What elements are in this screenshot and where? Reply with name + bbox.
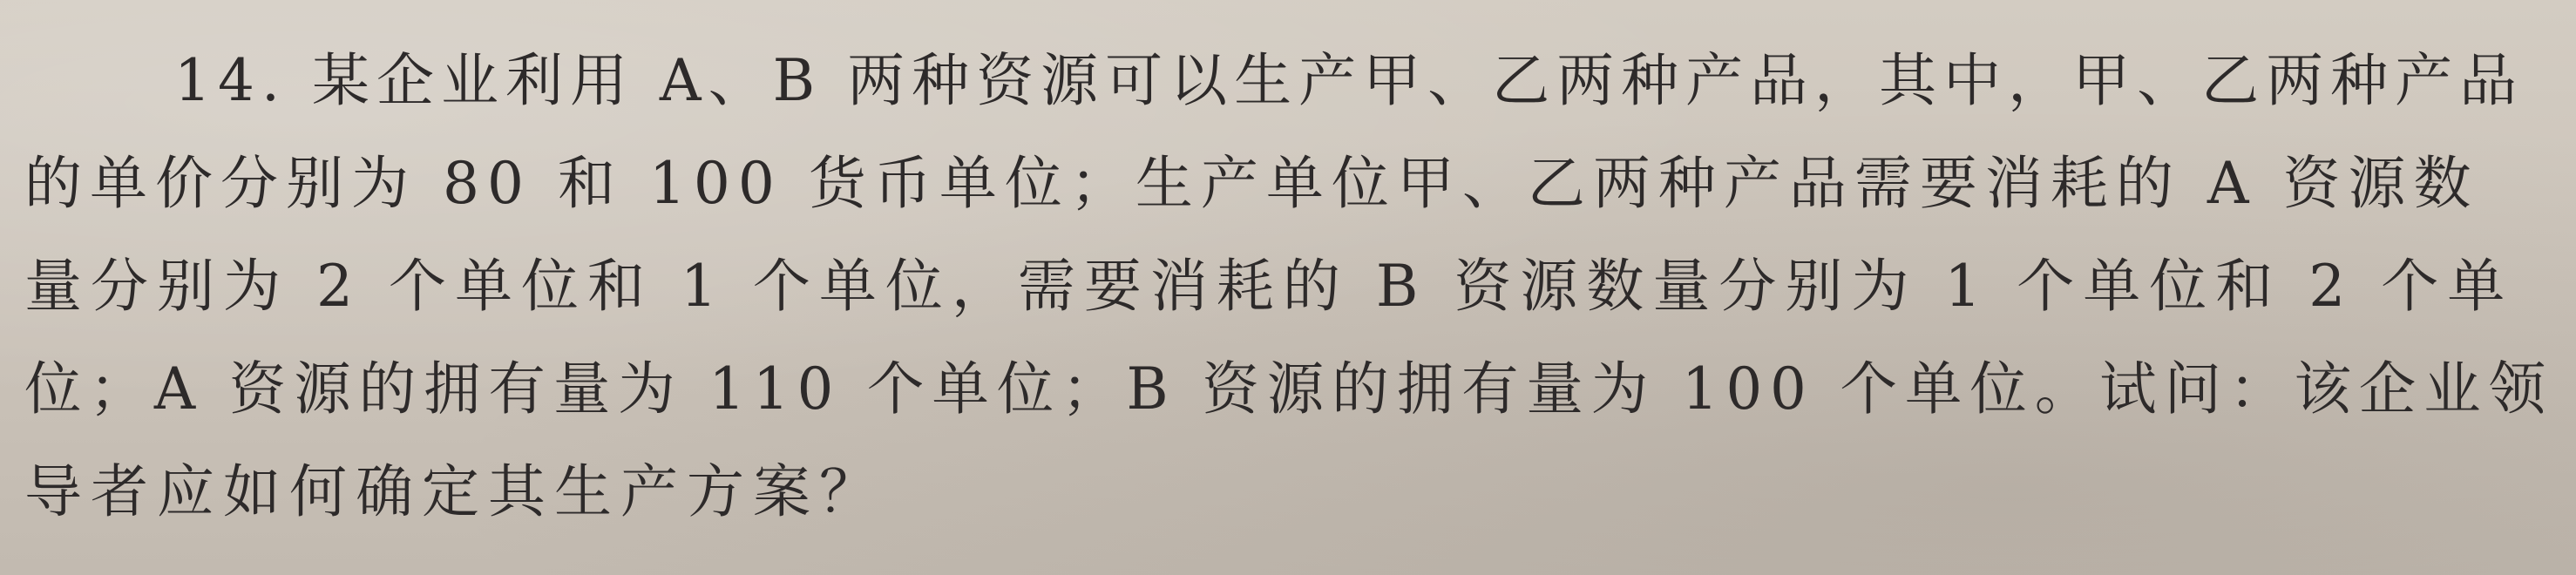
problem-line-3: 量分别为 2 个单位和 1 个单位，需要消耗的 B 资源数量分别为 1 个单位和 2 个单 <box>24 253 2514 320</box>
problem-line-2: 的单价分别为 80 和 100 货币单位；生产单位甲、乙两种产品需要消耗的 A 资源数 <box>24 150 2479 217</box>
problem-line-5: 导者应如何确定其生产方案？ <box>24 458 885 525</box>
problem-line-1: 14. 某企业利用 A、B 两种资源可以生产甲、乙两种产品，其中，甲、乙两种产品 <box>174 47 2525 114</box>
problem-line-4: 位；A 资源的拥有量为 110 个单位；B 资源的拥有量为 100 个单位。试问：该企业领 <box>24 355 2553 423</box>
